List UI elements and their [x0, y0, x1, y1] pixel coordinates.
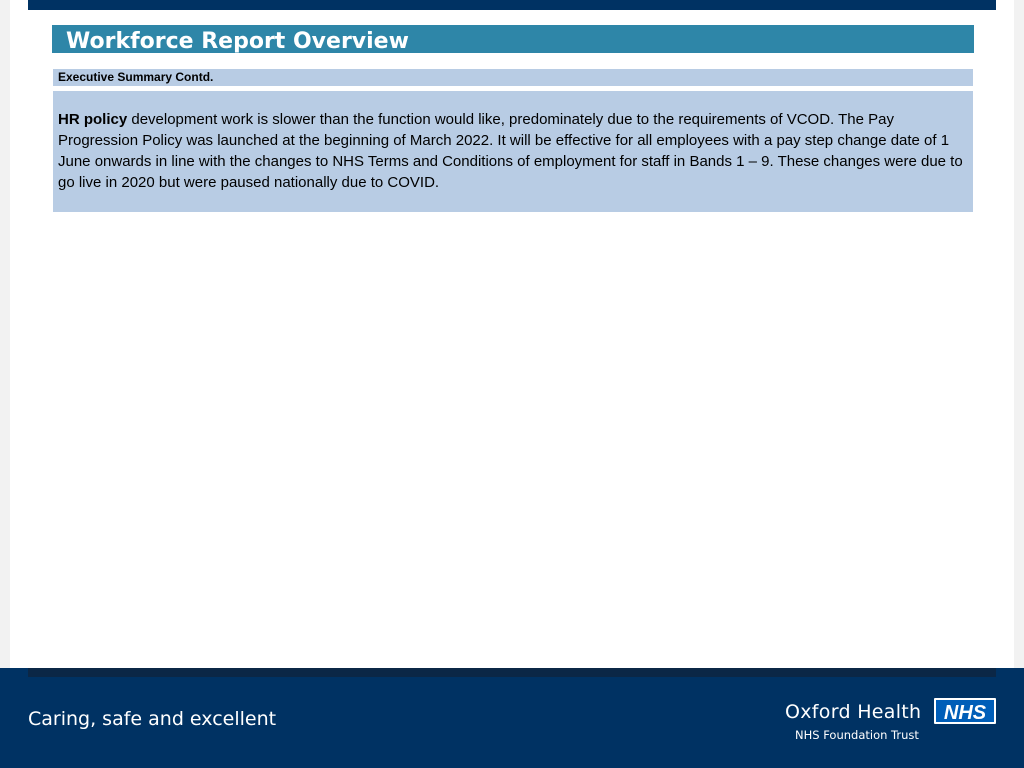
trust-logo — [785, 698, 1000, 744]
org-name: Oxford Health — [785, 701, 922, 723]
nhs-logo-text: NHS — [943, 702, 987, 724]
org-subtitle: NHS Foundation Trust — [795, 728, 919, 742]
footer — [0, 668, 1024, 768]
summary-paragraph — [58, 109, 963, 193]
summary-lead-bold: HR policy — [58, 111, 128, 128]
summary-text: development work is slower than the function would like, predominately due to the requirements of VCOD. The Pay Progression Policy was launched at the beginning of March 2022. It will be effective for all employees with a pay step change date of 1 June onwards in line with the changes to NHS Terms and Conditions of employment for staff in Bands 1 – 9. These changes were due to go live in 2020 but were paused nationally due to COVID. — [58, 111, 963, 191]
section-heading-bar — [53, 69, 973, 86]
section-heading: Executive Summary Contd. — [58, 70, 214, 84]
left-margin-shade — [0, 0, 10, 668]
summary-panel — [53, 91, 973, 212]
footer-tagline: Caring, safe and excellent — [28, 708, 277, 730]
top-accent-bar — [28, 0, 996, 10]
page-title: Workforce Report Overview — [66, 29, 409, 53]
footer-divider — [28, 668, 996, 677]
right-margin-shade — [1014, 0, 1024, 668]
nhs-logo-icon — [934, 698, 996, 724]
title-bar — [52, 25, 974, 53]
